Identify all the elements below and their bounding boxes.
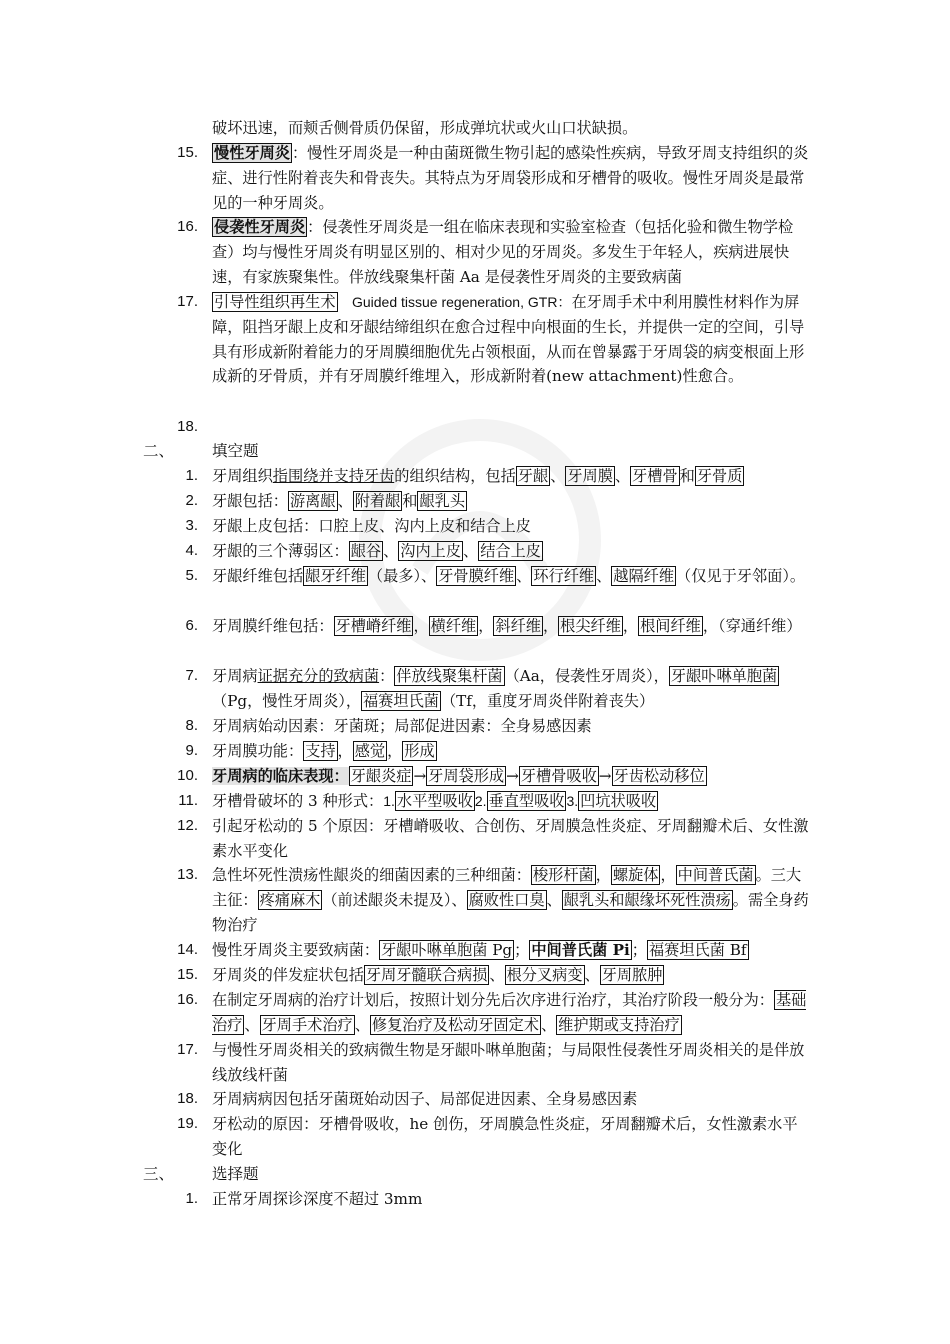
arrow-icon: → bbox=[506, 767, 519, 785]
answer-box: 腐败性口臭 bbox=[468, 890, 545, 909]
answer-box: 形成 bbox=[404, 742, 435, 760]
answer-box: 附着龈 bbox=[354, 492, 401, 510]
section-number: 三、 bbox=[143, 1165, 175, 1183]
answer-box: 牙槽骨 bbox=[632, 467, 678, 485]
answer-box: 牙周手术治疗 bbox=[261, 1015, 353, 1034]
answer-box: 牙龈 bbox=[517, 467, 549, 485]
answer-box: 中间普氏菌 Pi bbox=[531, 941, 630, 959]
answer-box: 螺旋体 bbox=[612, 866, 659, 884]
answer-box: 牙周袋形成 bbox=[428, 767, 505, 785]
term-label: 引导性组织再生术 bbox=[214, 293, 336, 311]
item-number: 17. bbox=[177, 293, 198, 310]
answer-box: 斜纤维 bbox=[495, 617, 541, 635]
item-text: 侵袭性牙周炎 ：侵袭性牙周炎是一组在临床表现和实验室检查（包括化验和微生物学检查）均与慢性牙周炎有明显区别的、相对少见的牙周炎。多发生于年轻人，疾病进展快速，有家族聚集性。伴放线聚集杆菌 Aa 是侵袭性牙周炎的主要致病菌 bbox=[212, 218, 794, 286]
highlighted-label: 牙周病的临床表现： bbox=[212, 767, 349, 785]
answer-box: 牙槽嵴纤维 bbox=[335, 617, 412, 635]
answer-box: 沟内上皮 bbox=[400, 542, 461, 560]
item-number: 18. bbox=[177, 418, 198, 435]
answer-box: 结合上皮 bbox=[480, 542, 541, 560]
definition-text: 慢性牙周炎是一种由菌斑微生物引起的感染性疾病，导致牙周支持组织的炎症、进行性附着丧失和骨丧失。其特点为牙周袋形成和牙槽骨的吸收。慢性牙周炎是最常见的一种牙周炎。 bbox=[212, 144, 809, 212]
section-number: 二、 bbox=[143, 442, 175, 460]
item-text: 慢性牙周炎 ：慢性牙周炎是一种由菌斑微生物引起的感染性疾病，导致牙周支持组织的炎症、进行性附着丧失和骨丧失。其特点为牙周袋形成和牙槽骨的吸收。慢性牙周炎是最常见的一种牙周炎。 bbox=[212, 144, 809, 212]
answer-box: 牙龈卟啉单胞菌 bbox=[670, 667, 778, 685]
answer-box: 环行纤维 bbox=[533, 567, 595, 585]
answer-box: 牙槽骨吸收 bbox=[520, 767, 597, 785]
arrow-icon: → bbox=[413, 767, 427, 785]
term-label: 慢性牙周炎 bbox=[214, 144, 290, 162]
document-page: 破坏迅速，而颊舌侧骨质仍保留，形成弹坑状或火山口状缺损。 15. 慢性牙周炎 ：慢性牙周炎是一种由菌斑微生物引起的感染性疾病，导致牙周支持组织的炎症、进行性附着丧失和骨丧失。其特点为牙周袋形成和牙槽骨的吸收。慢性牙周炎是最常见的一种牙周炎。 16. 侵袭性牙周炎 ：侵袭性牙周炎是一组在临床表现和实验室检查（包括化验和微生物学检查）均与慢性牙周炎有明显区别的、相对少见的牙周炎。多发生于年轻人，疾病进展快速，有家族聚集性。伴放线聚集杆菌 Aa 是侵袭性牙周炎的主要致病菌 17. 引导性组织再生术 Guided tissue regeneration, GTR：在牙周手术中利用膜性材料作为屏障，阻挡牙龈上皮和牙龈结缔组织在愈合过程中向根面的生长，并提供一定的空间，引导具有形成新附着能力的牙周膜细胞优先占领根面，从而在曾暴露于牙周袋的病变根面上形成新的牙骨质，并有牙周膜纤维埋入，形成新附着(new attachment)性愈合。 18. 二、 填空题 1. 牙周组织指围绕并支持牙齿的组织结构，包括 牙龈 、 牙周膜 、 牙槽骨 和 牙骨质 2. 牙龈包括： 游离龈 、 附着龈 和 龈乳头 3. 牙龈上皮包括：口腔上皮、沟内上皮和结合上皮 4. 牙龈的三个薄弱区： 龈谷 、 沟内上皮 、 结合上皮 5. 牙龈纤维包括 龈牙纤维 （最多）、 牙骨膜纤维 、 环行纤维 、 越隔纤维 （仅见于牙邻面）。 6. 牙周膜纤维包括： 牙槽嵴纤维 ， 横纤维 ， 斜纤维 ， 根尖纤维 ， 根间纤维 ，（穿通纤维） 7. 牙周病证据充分的致病菌： 伴放线聚集杆菌 （Aa，侵袭性牙周炎）， 牙龈卟啉单胞菌（Pg，慢性牙周炎）， 福赛坦氏菌 （Tf，重度牙周炎伴附着丧失） 8. 牙周病始动因素：牙菌斑；局部促进因素：全身易感因素 9. 牙周膜功能： 支持 ， 感觉 ， 形成 10. 牙周病的临床表现： 牙龈炎症 → 牙周袋形成 → 牙槽骨吸收 → 牙齿松动移位 11. 牙槽骨破坏的 3 种形式：1. 水平型吸收 2. 垂直型吸收 3. 凹坑状吸收 12. 引起牙松动的 5 个原因：牙槽嵴吸收、合创伤、牙周膜急性炎症、牙周翻瓣术后、女性激素水平变化 13. 急性坏死性溃疡性龈炎的细菌因素的三种细菌： 梭形杆菌 ， 螺旋体 ， 中间普氏菌 。三大主征： 疼痛麻木 （前述龈炎未提及）、 腐败性口臭 、 龈乳头和龈缘坏死性溃疡 。需全身药物治疗 14. 慢性牙周炎主要致病菌： 牙龈卟啉单胞菌 Pg ； 中间普氏菌 Pi ； 福赛坦氏菌 Bf 15. 牙周炎的伴发症状包括 牙周牙髓联合病损 、 根分叉病变 、 牙周脓肿 16. 在制定牙周病的治疗计划后，按照计划分先后次序进行治疗，其治疗阶段一般分为： 基础治疗 、 牙周手术治疗 、 修复治疗及松动牙固定术 、 维护期或支持治疗 17. 与慢性牙周炎相关的致病微生物是牙龈卟啉单胞菌；与局限性侵袭性牙周炎相关的是伴放线放线杆菌 18. 牙周病病因包括牙菌斑始动因子、局部促进因素、全身易感因素 19. 牙松动的原因：牙槽骨吸收，he 创伤，牙周膜急性炎症，牙周翻瓣术后，女性激素水平变化 三、 选择题 1. 正常牙周探诊深度不超过 3mm bbox=[0, 0, 950, 1344]
answer-box: 修复治疗及松动牙固定术 bbox=[371, 1015, 539, 1034]
answer-box: 基础治疗 bbox=[212, 991, 807, 1034]
answer-box: 牙周牙髓联合病损 bbox=[365, 966, 488, 984]
section-title: 选择题 bbox=[212, 1165, 259, 1183]
answer-box: 牙齿松动移位 bbox=[613, 767, 705, 785]
term-label: 侵袭性牙周炎 bbox=[214, 218, 306, 236]
answer-box: 福赛坦氏菌 bbox=[363, 691, 439, 710]
answer-box: 横纤维 bbox=[430, 617, 477, 635]
answer-box: 游离龈 bbox=[289, 492, 336, 510]
answer-box: 根间纤维 bbox=[640, 617, 701, 635]
answer-box: 维护期或支持治疗 bbox=[558, 1015, 680, 1034]
answer-box: 牙周脓肿 bbox=[601, 966, 663, 984]
answer-box: 中间普氏菌 bbox=[677, 866, 754, 884]
definition-text: 在牙周手术中利用膜性材料作为屏障，阻挡牙龈上皮和牙龈结缔组织在愈合过程中向根面的生长，并提供一定的空间，引导具有形成新附着能力的牙周膜细胞优先占领根面，从而在曾暴露于牙周袋的病变根面上形成新的牙骨质，并有牙周膜纤维埋入，形成新附着(new attachment)性愈合。 bbox=[212, 293, 805, 386]
answer-box: 牙龈炎症 bbox=[350, 767, 412, 785]
answer-box: 根尖纤维 bbox=[560, 617, 621, 635]
answer-box: 牙骨质 bbox=[696, 467, 743, 485]
answer-box: 龈谷 bbox=[350, 542, 382, 560]
answer-box: 龈乳头 bbox=[419, 492, 465, 510]
answer-box: 根分叉病变 bbox=[506, 966, 583, 984]
answer-box: 梭形杆菌 bbox=[532, 866, 594, 884]
definition-text: 侵袭性牙周炎是一组在临床表现和实验室检查（包括化验和微生物学检查）均与慢性牙周炎有明显区别的、相对少见的牙周炎。多发生于年轻人，疾病进展快速，有家族聚集性。伴放线聚集杆菌 Aa 是侵袭性牙周炎的主要致病菌 bbox=[212, 218, 794, 286]
item-number: 16. bbox=[177, 218, 198, 235]
answer-box: 水平型吸收 bbox=[396, 792, 473, 810]
answer-box: 垂直型吸收 bbox=[488, 792, 565, 810]
answer-box: 感觉 bbox=[354, 742, 386, 760]
answer-box: 牙骨膜纤维 bbox=[438, 567, 515, 585]
item-number: 15. bbox=[177, 144, 198, 161]
answer-box: 龈乳头和龈缘坏死性溃疡 bbox=[563, 890, 731, 909]
answer-box: 疼痛麻木 bbox=[259, 890, 321, 909]
answer-box: 牙周膜 bbox=[567, 467, 613, 485]
section-title: 填空题 bbox=[212, 442, 259, 460]
english-term: Guided tissue regeneration, GTR： bbox=[351, 294, 572, 310]
answer-box: 凹坑状吸收 bbox=[580, 792, 657, 810]
answer-box: 越隔纤维 bbox=[613, 567, 675, 585]
answer-box: 伴放线聚集杆菌 bbox=[396, 667, 503, 685]
arrow-icon: → bbox=[598, 767, 612, 785]
continuation-text: 破坏迅速，而颊舌侧骨质仍保留，形成弹坑状或火山口状缺损。 bbox=[212, 119, 638, 137]
answer-box: 龈牙纤维 bbox=[305, 567, 366, 585]
answer-box: 福赛坦氏菌 Bf bbox=[648, 941, 747, 959]
answer-box: 支持 bbox=[305, 742, 336, 760]
item-text bbox=[212, 290, 812, 389]
answer-box: 牙龈卟啉单胞菌 Pg bbox=[381, 941, 513, 959]
